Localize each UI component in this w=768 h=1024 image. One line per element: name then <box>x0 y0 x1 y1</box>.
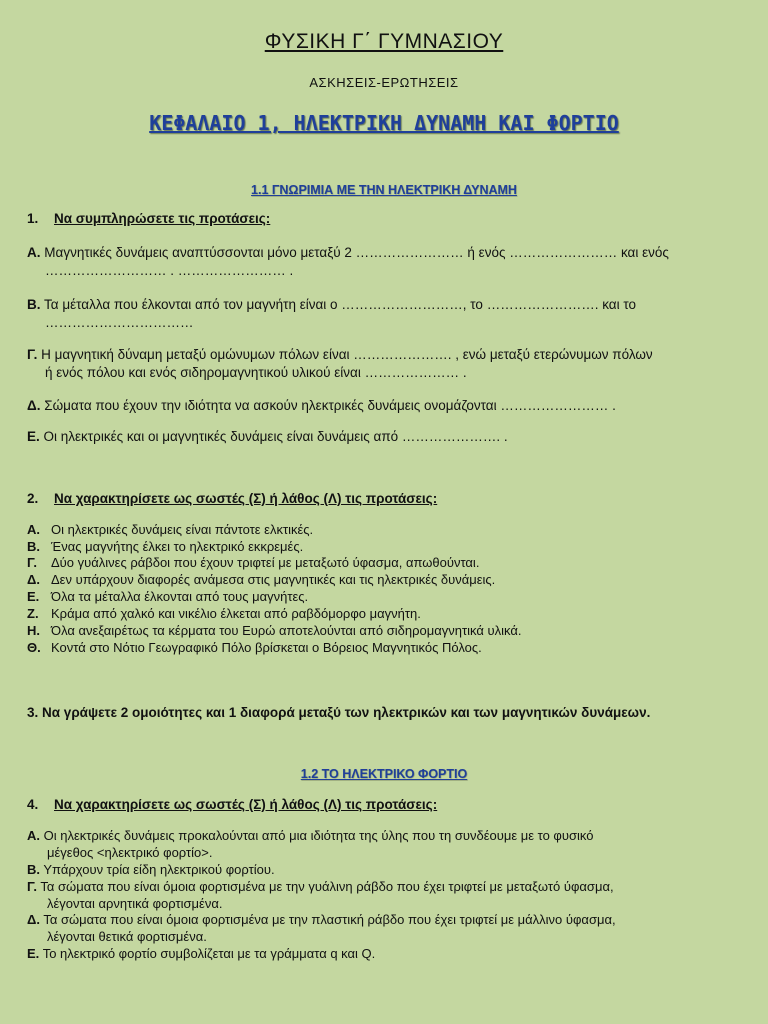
q2-item-a <box>27 522 749 539</box>
q4-item-a <box>27 828 749 861</box>
item-label: Γ. <box>27 879 37 894</box>
item-text: Όλα ανεξαιρέτως τα κέρματα του Ευρώ αποτελούνται από σιδηρομαγνητικά υλικά. <box>51 623 522 638</box>
q1-item-b <box>27 296 749 332</box>
item-label: Η. <box>27 623 40 638</box>
question-text: Να συμπληρώσετε τις προτάσεις: <box>54 211 271 226</box>
item-text-line1: Τα σώματα που είναι όμοια φορτισμένα με την πλαστική ράβδο που έχει τριφτεί με μάλλινο ύφασμα, <box>43 912 616 927</box>
item-label: Θ. <box>27 640 41 655</box>
item-label: Δ. <box>27 398 41 413</box>
item-text: Οι ηλεκτρικές δυνάμεις είναι πάντοτε ελκτικές. <box>51 522 314 537</box>
item-text-line1: Μαγνητικές δυνάμεις αναπτύσσονται μόνο μεταξύ 2 …………………… ή ενός …………………… και ενός <box>44 245 669 260</box>
q2-item-e <box>27 589 749 606</box>
q4-item-c <box>27 879 749 912</box>
question-1-heading <box>27 211 270 226</box>
item-text-line1: Σώματα που έχουν την ιδιότητα να ασκούν ηλεκτρικές δυνάμεις ονομάζονται …………………… . <box>44 398 616 413</box>
item-text: Όλα τα μέταλλα έλκονται από τους μαγνήτες. <box>51 589 309 604</box>
document-title: ΦΥΣΙΚΗ Γ΄ ΓΥΜΝΑΣΙΟΥ <box>264 30 504 53</box>
q4-item-d <box>27 912 749 945</box>
question-text: Να χαρακτηρίσετε ως σωστές (Σ) ή λάθος (Λ) τις προτάσεις: <box>54 491 438 506</box>
item-label: Ε. <box>27 946 40 961</box>
item-text-line1: Η μαγνητική δύναμη μεταξύ ομώνυμων πόλων είναι …………………. , ενώ μεταξύ ετερώνυμων πόλων <box>41 347 653 362</box>
question-2-heading <box>27 491 437 506</box>
item-text: Κοντά στο Νότιο Γεωγραφικό Πόλο βρίσκεται ο Βόρειος Μαγνητικός Πόλος. <box>51 640 482 655</box>
section-heading-1-2: 1.2 ΤΟ ΗΛΕΚΤΡΙΚΟ ΦΟΡΤΙΟ <box>300 767 468 781</box>
question-number: 1. <box>27 211 39 226</box>
item-text: Δεν υπάρχουν διαφορές ανάμεσα στις μαγνητικές και τις ηλεκτρικές δυνάμεις. <box>51 572 496 587</box>
item-label: Ε. <box>27 589 40 604</box>
section-heading-1-1: 1.1 ΓΝΩΡΙΜΙΑ ΜΕ ΤΗΝ ΗΛΕΚΤΡΙΚΗ ΔΥΝΑΜΗ <box>251 183 517 197</box>
q2-item-z <box>27 606 749 623</box>
q1-item-a <box>27 244 749 280</box>
item-text-line1: Τα σώματα που είναι όμοια φορτισμένα με την γυάλινη ράβδο που έχει τριφτεί με μεταξωτό ύφασμα, <box>40 879 614 894</box>
chapter-heading: ΚΕΦΑΛΑΙΟ 1, ΗΛΕΚΤΡΙΚΗ ΔΥΝΑΜΗ ΚΑΙ ΦΟΡΤΙΟ <box>149 111 619 135</box>
q2-item-th <box>27 640 749 657</box>
item-label: Δ. <box>27 912 40 927</box>
q1-item-c <box>27 346 749 382</box>
item-text-line2: λέγονται θετικά φορτισμένα. <box>47 928 207 944</box>
document-subtitle: ΑΣΚΗΣΕΙΣ-ΕΡΩΤΗΣΕΙΣ <box>309 75 459 90</box>
q4-item-e <box>27 946 749 963</box>
item-text-line2: ή ενός πόλου και ενός σιδηρομαγνητικού υλικού είναι ………………… . <box>45 365 467 380</box>
item-text-line1: Υπάρχουν τρία είδη ηλεκτρικού φορτίου. <box>43 862 275 877</box>
item-label: Ζ. <box>27 606 39 621</box>
item-text-line1: Οι ηλεκτρικές και οι μαγνητικές δυνάμεις είναι δυνάμεις από …………………. . <box>43 429 508 444</box>
q4-item-b <box>27 862 749 879</box>
q1-item-e <box>27 428 749 446</box>
item-text-line2: ……………………… . …………………… . <box>45 263 294 278</box>
question-number: 2. <box>27 491 39 506</box>
item-label: Β. <box>27 862 40 877</box>
q2-item-c <box>27 555 749 572</box>
q2-item-h <box>27 623 749 640</box>
item-text-line1: Οι ηλεκτρικές δυνάμεις προκαλούνται από μια ιδιότητα της ύλης που τη συνδέουμε με το φυσικό <box>43 828 594 843</box>
item-label: Α. <box>27 245 41 260</box>
item-label: Γ. <box>27 347 38 362</box>
item-text: Κράμα από χαλκό και νικέλιο έλκεται από ραβδόμορφο μαγνήτη. <box>51 606 421 621</box>
question-3: 3. Να γράψετε 2 ομοιότητες και 1 διαφορά μεταξύ των ηλεκτρικών και των μαγνητικών δυνάμεων. <box>27 705 651 720</box>
item-text-line1: Το ηλεκτρικό φορτίο συμβολίζεται με τα γράμματα q και Q. <box>42 946 376 961</box>
item-text: Δύο γυάλινες ράβδοι που έχουν τριφτεί με μεταξωτό ύφασμα, απωθούνται. <box>51 555 480 570</box>
item-label: Α. <box>27 522 40 537</box>
item-label: Β. <box>27 297 41 312</box>
item-label: Β. <box>27 539 40 554</box>
item-text-line1: Τα μέταλλα που έλκονται από τον μαγνήτη είναι ο ………………………, το ……………………. και το <box>44 297 636 312</box>
item-label: Α. <box>27 828 40 843</box>
item-label: Γ. <box>27 555 37 570</box>
question-number: 4. <box>27 797 39 812</box>
q1-item-d <box>27 397 749 415</box>
item-label: Ε. <box>27 429 40 444</box>
item-text-line2: …………………………… <box>45 315 194 330</box>
q2-item-b <box>27 539 749 556</box>
question-text: Να χαρακτηρίσετε ως σωστές (Σ) ή λάθος (Λ) τις προτάσεις: <box>54 797 438 812</box>
question-4-heading <box>27 797 437 812</box>
item-text-line2: λέγονται αρνητικά φορτισμένα. <box>47 895 223 911</box>
q2-item-d <box>27 572 749 589</box>
item-text-line2: μέγεθος <ηλεκτρικό φορτίο>. <box>47 844 213 860</box>
item-text: Ένας μαγνήτης έλκει το ηλεκτρικό εκκρεμές. <box>51 539 304 554</box>
item-label: Δ. <box>27 572 40 587</box>
